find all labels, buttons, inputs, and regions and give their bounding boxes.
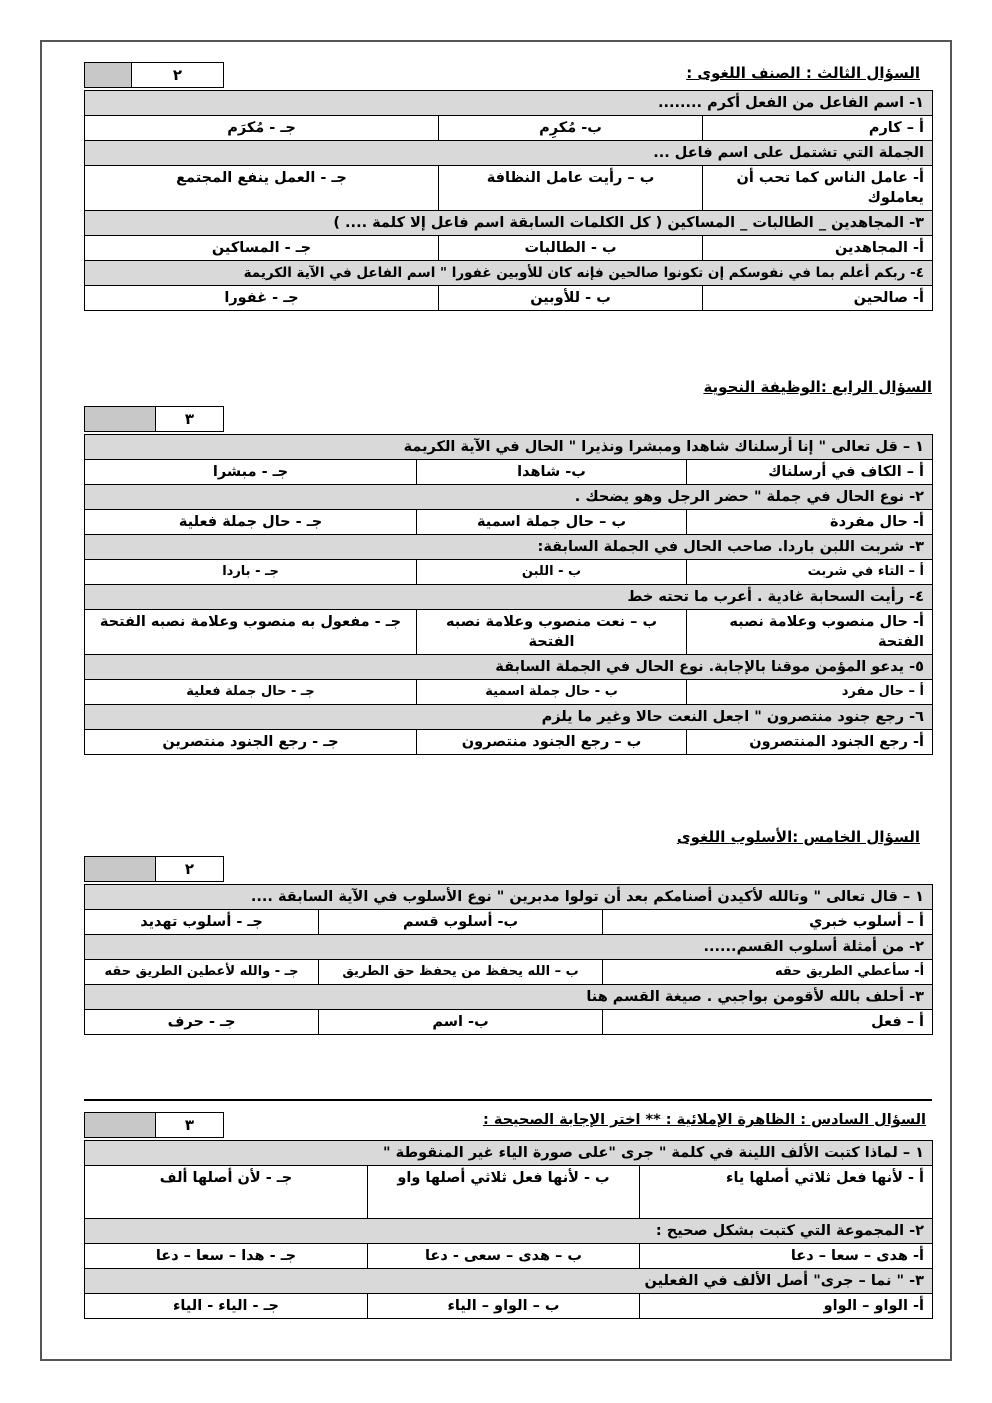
- option-c[interactable]: جـ - العمل ينفع المجتمع: [85, 166, 439, 211]
- score-box: [84, 856, 224, 882]
- option-a[interactable]: أ – التاء في شربت: [687, 560, 933, 585]
- question-text: ٢- المجموعة التي كتبت بشكل صحيح :: [85, 1219, 933, 1244]
- question-table: [84, 90, 933, 311]
- question-text: ١ – قل تعالى " إنا أرسلناك شاهدا ومبشرا ونذيرا " الحال في الآية الكريمة: [85, 435, 933, 460]
- question-text: ٣- شربت اللبن باردا. صاحب الحال في الجملة السابقة:: [85, 535, 933, 560]
- option-a[interactable]: أ- سأعطي الطريق حقه: [603, 960, 933, 985]
- option-b[interactable]: ب – نعت منصوب وعلامة نصبه الفتحة: [417, 610, 687, 655]
- section-title: السؤال الرابع :الوظيفة النحوية: [703, 378, 932, 396]
- option-c[interactable]: جـ - حال جملة فعلية: [85, 680, 417, 705]
- question-text: ٤- ربكم أعلم بما في نفوسكم إن تكونوا صالحين فإنه كان للأوبين غفورا " اسم الفاعل في الآية الكريمة: [85, 261, 933, 286]
- option-b[interactable]: ب - لأنها فعل ثلاثي أصلها واو: [368, 1166, 640, 1219]
- option-c[interactable]: جـ - هدا – سعا – دعا: [85, 1244, 368, 1269]
- option-a[interactable]: أ- عامل الناس كما تحب أن يعاملوك: [703, 166, 933, 211]
- option-c[interactable]: جـ - حرف: [85, 1010, 319, 1035]
- option-b[interactable]: ب- مُكرِم: [439, 116, 703, 141]
- option-a[interactable]: أ- المجاهدين: [703, 236, 933, 261]
- score-value: ٣: [184, 410, 195, 428]
- option-c[interactable]: جـ - الياء - الياء: [85, 1294, 368, 1319]
- score-value: ٣: [184, 1116, 195, 1134]
- section-title: السؤال الخامس :الأسلوب اللغوى: [676, 828, 920, 846]
- option-c[interactable]: جـ - حال جملة فعلية: [85, 510, 417, 535]
- question-text: ٢- من أمثلة أسلوب القسم......: [85, 935, 933, 960]
- option-b[interactable]: ب - الطالبات: [439, 236, 703, 261]
- question-text: ٣- " نما – جرى" أصل الألف في الفعلين: [85, 1269, 933, 1294]
- score-value: ٢: [172, 66, 183, 84]
- score-value: ٢: [184, 860, 195, 878]
- option-a[interactable]: أ – كارم: [703, 116, 933, 141]
- section-title: السؤال الثالث : الصنف اللغوى :: [686, 64, 920, 82]
- question-text: ١ – لماذا كتبت الألف اللينة في كلمة " جرى "على صورة الياء غير المنقوطة ": [85, 1141, 933, 1166]
- option-a[interactable]: أ – أسلوب خبري: [603, 910, 933, 935]
- score-box: [84, 62, 224, 88]
- option-a[interactable]: أ – حال مفرد: [687, 680, 933, 705]
- option-a[interactable]: أ- صالحين: [703, 286, 933, 311]
- option-a[interactable]: أ- حال مفردة: [687, 510, 933, 535]
- option-c[interactable]: جـ - والله لأعطين الطريق حقه: [85, 960, 319, 985]
- question-text: ٦- رجع جنود منتصرون " اجعل النعت حالا وغير ما يلزم: [85, 705, 933, 730]
- question-text: ١- اسم الفاعل من الفعل أكرم ........: [85, 91, 933, 116]
- option-c[interactable]: جـ - باردا: [85, 560, 417, 585]
- option-c[interactable]: جـ - لأن أصلها ألف: [85, 1166, 368, 1219]
- option-b[interactable]: ب – حال جملة اسمية: [417, 510, 687, 535]
- option-b[interactable]: ب- اسم: [319, 1010, 603, 1035]
- question-text: ٥- يدعو المؤمن موقنا بالإجابة. نوع الحال في الجملة السابقة: [85, 655, 933, 680]
- option-b[interactable]: ب – رجع الجنود منتصرون: [417, 730, 687, 755]
- option-b[interactable]: ب – الله يحفظ من يحفظ حق الطريق: [319, 960, 603, 985]
- question-text: ٣- أحلف بالله لأقومن بواجبي . صيغة القسم هنا: [85, 985, 933, 1010]
- option-c[interactable]: جـ - المساكين: [85, 236, 439, 261]
- section-5: [84, 826, 932, 1035]
- question-table: [84, 434, 933, 755]
- question-text: ٣- المجاهدين _ الطالبات _ المساكين ( كل الكلمات السابقة اسم فاعل إلا كلمة .... ): [85, 211, 933, 236]
- divider-line: [84, 1099, 932, 1101]
- option-b[interactable]: ب – الواو – الياء: [368, 1294, 640, 1319]
- question-text: ١ – قال تعالى " وتالله لأكيدن أصنامكم بعد أن تولوا مدبرين " نوع الأسلوب في الآية السابقة ....: [85, 885, 933, 910]
- option-b[interactable]: ب – هدى – سعى - دعا: [368, 1244, 640, 1269]
- section-3: [84, 62, 932, 311]
- question-text: الجملة التي تشتمل على اسم فاعل ...: [85, 141, 933, 166]
- option-b[interactable]: ب- شاهدا: [417, 460, 687, 485]
- option-c[interactable]: جـ - أسلوب تهديد: [85, 910, 319, 935]
- section-6: [84, 1110, 932, 1319]
- score-box: [84, 406, 224, 432]
- option-a[interactable]: أ- رجع الجنود المنتصرون: [687, 730, 933, 755]
- section-title: السؤال السادس : الظاهرة الإملائية : ** اختر الإجابة الصحيحة :: [482, 1112, 926, 1128]
- score-box: [84, 1112, 224, 1138]
- option-a[interactable]: أ - لأنها فعل ثلاثي أصلها ياء: [640, 1166, 933, 1219]
- option-a[interactable]: أ – فعل: [603, 1010, 933, 1035]
- option-b[interactable]: ب – رأيت عامل النظافة: [439, 166, 703, 211]
- question-text: ٤- رأيت السحابة غادية . أعرب ما تحته خط: [85, 585, 933, 610]
- option-a[interactable]: أ- هدى – سعا – دعا: [640, 1244, 933, 1269]
- question-table: [84, 884, 933, 1035]
- section-4: [84, 376, 932, 755]
- option-c[interactable]: جـ - مُكرَم: [85, 116, 439, 141]
- option-a[interactable]: أ- حال منصوب وعلامة نصبه الفتحة: [687, 610, 933, 655]
- option-c[interactable]: جـ - رجع الجنود منتصرين: [85, 730, 417, 755]
- option-a[interactable]: أ- الواو – الواو: [640, 1294, 933, 1319]
- option-b[interactable]: ب - للأوبين: [439, 286, 703, 311]
- option-c[interactable]: جـ - مبشرا: [85, 460, 417, 485]
- question-text: ٢- نوع الحال في جملة " حضر الرجل وهو يضحك .: [85, 485, 933, 510]
- option-c[interactable]: جـ - مفعول به منصوب وعلامة نصبه الفتحة: [85, 610, 417, 655]
- question-table: [84, 1140, 933, 1319]
- option-b[interactable]: ب - حال جملة اسمية: [417, 680, 687, 705]
- option-c[interactable]: جـ - غفورا: [85, 286, 439, 311]
- option-b[interactable]: ب - اللبن: [417, 560, 687, 585]
- option-a[interactable]: أ – الكاف في أرسلناك: [687, 460, 933, 485]
- option-b[interactable]: ب- أسلوب قسم: [319, 910, 603, 935]
